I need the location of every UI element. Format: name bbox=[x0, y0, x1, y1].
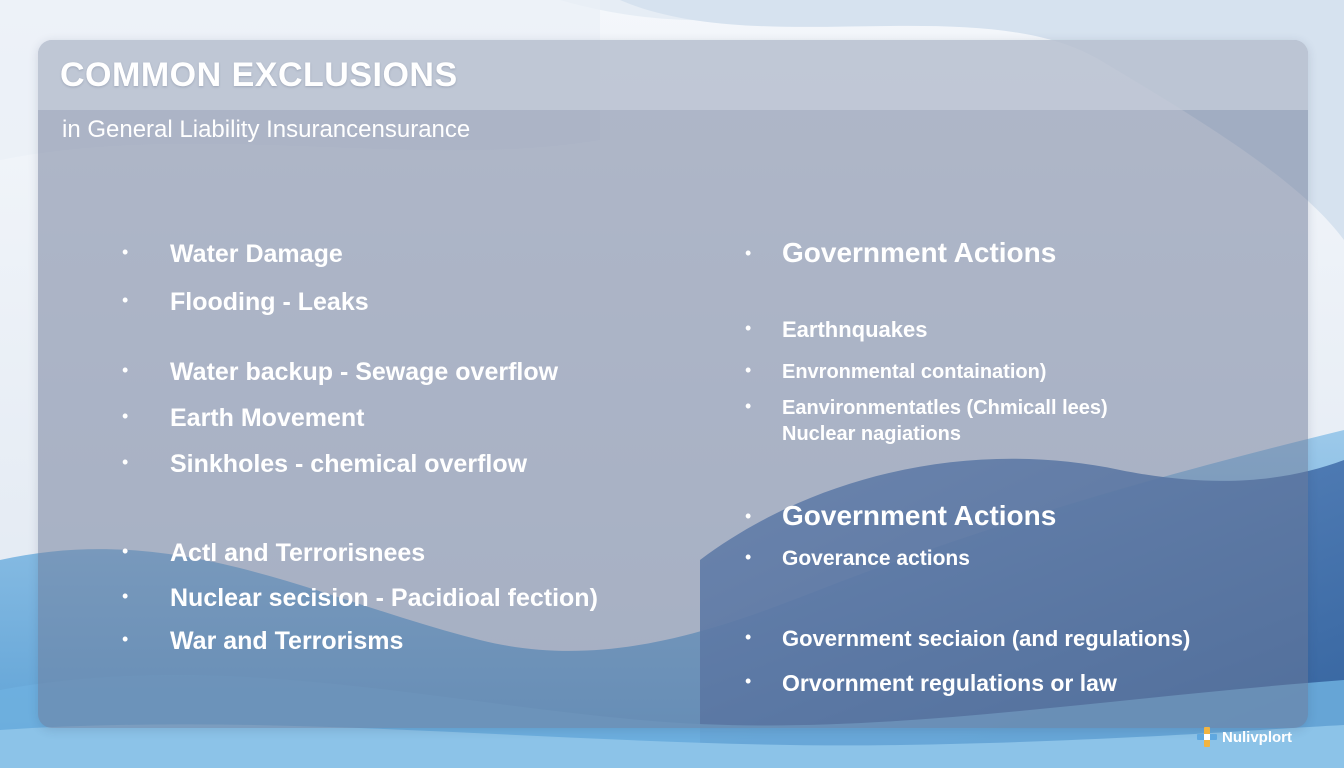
bullet-icon: • bbox=[745, 627, 752, 647]
right-item-label: Eanvironmentatles (Chmicall lees) bbox=[782, 397, 1108, 419]
left-item-label: Water Damage bbox=[170, 240, 343, 268]
bullet-icon: • bbox=[745, 671, 752, 691]
left-item-label: Water backup - Sewage overflow bbox=[170, 358, 559, 386]
left-item-label: Sinkholes - chemical overflow bbox=[170, 450, 528, 478]
bullet-icon: • bbox=[745, 318, 752, 338]
bullet-icon: • bbox=[122, 452, 129, 472]
logo-text: Nulivplort bbox=[1222, 728, 1292, 746]
bullet-icon: • bbox=[122, 541, 129, 561]
bullet-icon: • bbox=[745, 547, 752, 567]
bullet-icon: • bbox=[122, 586, 129, 606]
slide-title: COMMON EXCLUSIONS bbox=[60, 56, 458, 94]
right-item-label: Nuclear nagiations bbox=[782, 423, 961, 445]
bullet-icon: • bbox=[122, 629, 129, 649]
left-item-label: Earth Movement bbox=[170, 404, 365, 432]
bullet-icon: • bbox=[122, 406, 129, 426]
right-item-heading: Government Actions bbox=[782, 237, 1057, 268]
slide-subtitle: in General Liability Insurancensurance bbox=[62, 116, 471, 143]
bullet-icon: • bbox=[122, 290, 129, 310]
bullet-icon: • bbox=[122, 242, 129, 262]
bullet-icon: • bbox=[745, 396, 752, 416]
bullet-icon: • bbox=[122, 360, 129, 380]
bullet-icon: • bbox=[745, 360, 752, 380]
bullet-icon: • bbox=[745, 243, 752, 263]
left-item-label: War and Terrorisms bbox=[170, 627, 404, 655]
right-item-label: Envronmental containation) bbox=[782, 361, 1047, 383]
left-item-label: Flooding - Leaks bbox=[170, 288, 369, 316]
right-item-heading: Government Actions bbox=[782, 500, 1057, 531]
logo-cross-icon bbox=[1196, 726, 1218, 748]
right-item-label: Earthnquakes bbox=[782, 317, 928, 342]
left-item-label: Nuclear secision - Pacidioal fection) bbox=[170, 584, 598, 612]
bullet-icon: • bbox=[745, 506, 752, 526]
right-item-label: Orvornment regulations or law bbox=[782, 670, 1117, 696]
right-item-label: Goverance actions bbox=[782, 547, 970, 570]
left-item-label: Actl and Terrorisnees bbox=[170, 539, 426, 567]
brand-logo bbox=[1196, 726, 1292, 748]
right-item-label: Government seciaion (and regulations) bbox=[782, 626, 1191, 651]
